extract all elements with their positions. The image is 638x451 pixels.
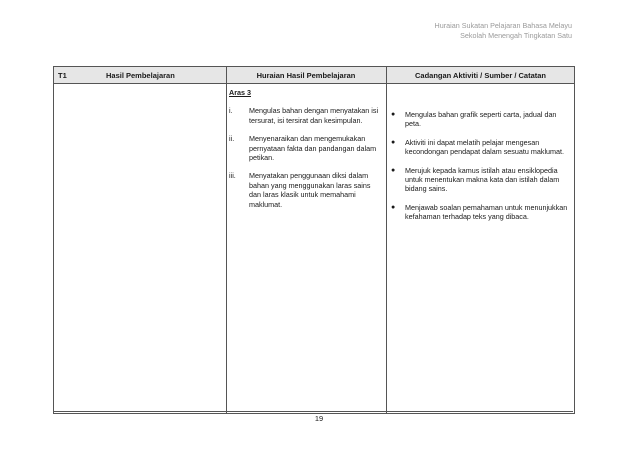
item-text: Mengulas bahan dengan menyatakan isi tersurat, isi tersirat dan kesimpulan.: [249, 106, 379, 125]
item-text: Menyenaraikan dan mengemukakan pernyataan fakta dan pandangan dalam petikan.: [249, 134, 377, 163]
footer-divider: [53, 411, 573, 412]
item-text: Menyatakan penggunaan diksi dalam bahan yang menggunakan laras sains dan laras klasik untuk memahami maklumat.: [249, 171, 371, 209]
list-item: [229, 106, 382, 125]
item-text: Mengulas bahan grafik seperti carta, jadual dan peta.: [405, 110, 557, 129]
column-divider: [386, 67, 387, 413]
bullet-icon: ●: [391, 111, 396, 118]
bullet-icon: ●: [391, 166, 396, 174]
content-table: [53, 66, 575, 414]
level-heading: Aras 3: [229, 88, 251, 97]
table-header-row: [54, 67, 574, 84]
header-line-1: Huraian Sukatan Pelajaran Bahasa Melayu: [434, 21, 572, 30]
page-header: [435, 21, 572, 41]
list-item: [391, 138, 569, 157]
column-header-huraian: Huraian Hasil Pembelajaran: [256, 71, 356, 80]
list-item: [229, 171, 382, 209]
list-item: [391, 110, 569, 129]
column-header-cadangan: Cadangan Aktiviti / Sumber / Catatan: [415, 71, 546, 80]
item-text: Merujuk kepada kamus istilah atau ensiklopedia untuk menentukan makna kata dan istilah dalam bidang sains.: [405, 165, 560, 194]
list-item: [229, 134, 382, 162]
item-number: iii.: [229, 171, 236, 181]
item-number: ii.: [229, 134, 235, 144]
bullet-icon: ●: [391, 138, 396, 146]
huraian-cell: [229, 88, 382, 218]
page-number: 19: [314, 414, 324, 423]
list-item: [391, 166, 569, 194]
bullet-icon: ●: [391, 203, 396, 211]
item-text: Aktiviti ini dapat melatih pelajar mengesan kecondongan pendapat dalam sesuatu maklumat.: [405, 137, 565, 157]
aktiviti-cell: [391, 110, 569, 231]
item-number: i.: [229, 106, 233, 116]
column-divider: [226, 67, 227, 413]
header-line-2: Sekolah Menengah Tingkatan Satu: [460, 31, 572, 40]
list-item: [391, 203, 569, 222]
column-header-t1: T1: [58, 71, 67, 80]
item-text: Menjawab soalan pemahaman untuk menunjukkan kefahaman terhadap teks yang dibaca.: [405, 202, 568, 222]
column-header-hasil: Hasil Pembelajaran: [106, 71, 175, 80]
